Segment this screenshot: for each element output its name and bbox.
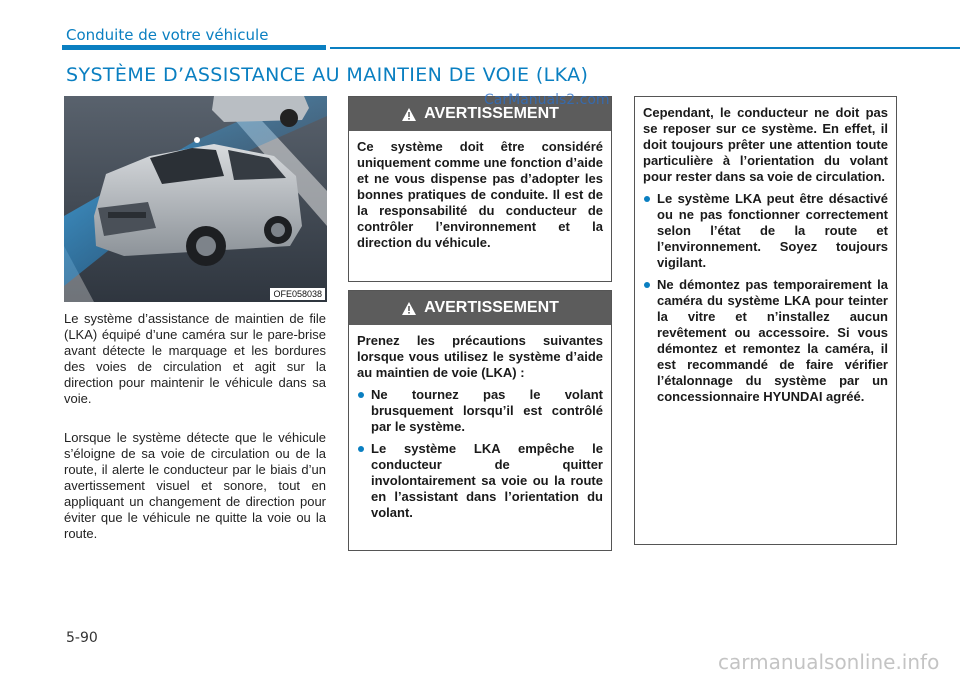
warning-triangle-icon [401, 107, 417, 122]
warning-box-1 [348, 96, 612, 282]
list-item: Le système LKA empêche le conducteur de quitter involontairement sa voie ou la route en l’assistant dans l’orientation du volant. [357, 441, 603, 521]
warning-box-2 [348, 290, 612, 551]
warning-heading: AVERTISSEMENT [424, 105, 559, 122]
car-illustration [64, 96, 327, 302]
header-rule-thin [330, 47, 960, 49]
section-header: Conduite de votre véhicule [66, 26, 269, 44]
warning-bullets [643, 191, 888, 405]
page-title: SYSTÈME D’ASSISTANCE AU MAINTIEN DE VOIE (LKA) [66, 64, 589, 86]
warning-bullets [357, 387, 603, 521]
warning-heading: AVERTISSEMENT [424, 299, 559, 316]
warning-body: Prenez les précautions suivantes lorsque vous utilisez le système d’aide au maintien de voie (LKA) : Ne tournez pas le volant brusquement lorsqu’il est contrôlé par le système. Le système LKA empêche le conducteur de quitter involontairement sa voie ou la route en l’assistant dans l’orientation du volant. [357, 333, 603, 520]
warning-body: Ce système doit être considéré uniquement comme une fonction d’aide et ne vous dispense pas d’adopter les bonnes pratiques de conduite. Il est de la responsabilité du conducteur de contrôler l’environnement et la direction du véhicule. [357, 139, 603, 250]
car-lane-graphic [64, 96, 327, 302]
intro-paragraph-1: Le système d’assistance de maintien de file (LKA) équipé d’une caméra sur le pare-brise avant détecte le marquage et les bordures des voies de circulation et agit sur la direction pour maintenir le véhicule dans sa voie. [64, 311, 326, 406]
intro-paragraph-2: Lorsque le système détecte que le véhicule s’éloigne de sa voie de circulation ou de la route, il alerte le conducteur par le biais d’un avertissement visuel et sonore, tout en appliquant un changement de direction pour éviter que le véhicule ne quitte la voie ou la route. [64, 430, 326, 541]
watermark: CarManuals2.com [484, 92, 610, 108]
page-number: 5-90 [66, 630, 98, 646]
warning-box-continued [634, 96, 897, 545]
warning-body: Cependant, le conducteur ne doit pas se reposer sur ce système. En effet, il doit toujours prêter une attention toute particulière à l’orientation du volant pour rester dans sa voie de circulation. Le système LKA peut être désactivé ou ne pas fonctionner correctement selon l’état de la route et l’environnement. Soyez toujours vigilant. Ne démontez pas temporairement la caméra du système LKA pour teinter la vitre et n’installez aucun revêtement ou accessoire. Si vous démontez et remontez la caméra, il est recommandé de faire vérifier l’étalonnage du système par un concessionnaire HYUNDAI agréé. [643, 105, 888, 404]
warning-header [349, 291, 611, 325]
list-item: Le système LKA peut être désactivé ou ne pas fonctionner correctement selon l’état de la route et l’environnement. Soyez toujours vigilant. [643, 191, 888, 271]
list-item: Ne tournez pas le volant brusquement lorsqu’il est contrôlé par le système. [357, 387, 603, 435]
list-item: Ne démontez pas temporairement la caméra du système LKA pour teinter la vitre et n’installez aucun revêtement ou accessoire. Si vous démontez et remontez la caméra, il est recommandé de faire vérifier l’étalonnage du système par un concessionnaire HYUNDAI agréé. [643, 277, 888, 405]
warning-triangle-icon [401, 301, 417, 316]
image-code: OFE058038 [270, 288, 325, 300]
header-rule-thick [62, 45, 326, 50]
footer-watermark: carmanualsonline.info [718, 650, 940, 674]
